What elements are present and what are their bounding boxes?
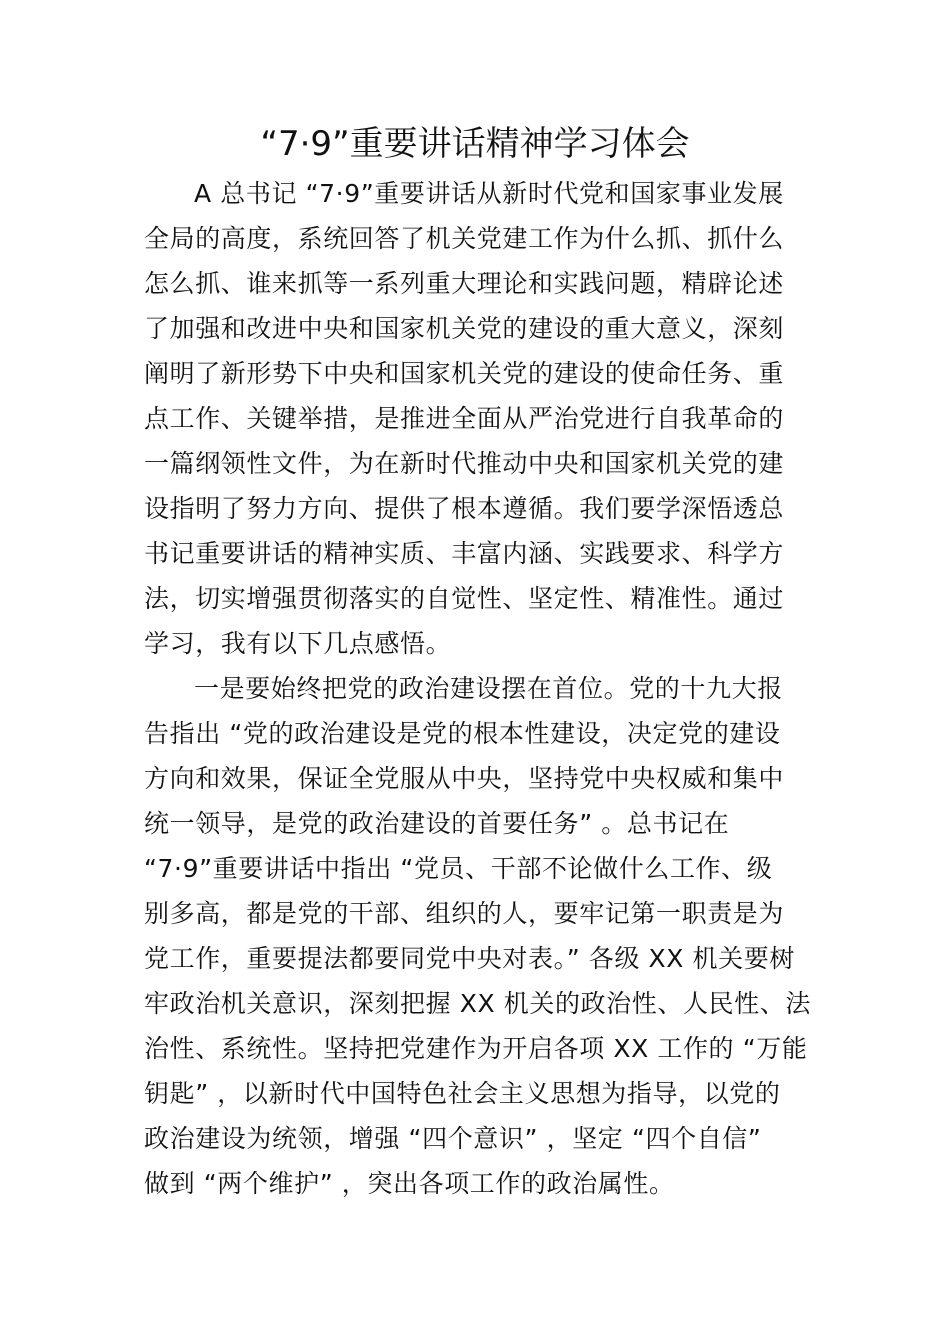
paragraph-1-line-8: 设指明了努力方向、提供了根本遵循。我们要学深悟透总	[144, 494, 785, 523]
paragraph-2-line-9: 治性、系统性。坚持把党建作为开启各项 XX 工作的 “万能	[144, 1034, 808, 1063]
paragraph-2-line-5: “7·9”重要讲话中指出 “党员、干部不论做什么工作、级	[144, 854, 773, 883]
paragraph-2-line-12: 做到 “两个维护” ，突出各项工作的政治属性。	[144, 1169, 675, 1198]
paragraph-2-line-1: 一是要始终把党的政治建设摆在首位。党的十九大报	[194, 674, 783, 703]
paragraph-2-line-11: 政治建设为统领，增强 “四个意识” ，坚定 “四个自信”	[144, 1124, 762, 1153]
paragraph-1-line-5: 阐明了新形势下中央和国家机关党的建设的使命任务、重	[144, 359, 785, 388]
paragraph-1-line-7: 一篇纲领性文件，为在新时代推动中央和国家机关党的建	[144, 449, 785, 478]
paragraph-1-line-3: 怎么抓、谁来抓等一系列重大理论和实践问题，精辟论述	[144, 269, 785, 298]
paragraph-2-line-6: 别多高，都是党的干部、组织的人，要牢记第一职责是为	[144, 899, 785, 928]
paragraph-1-line-4: 了加强和改进中央和国家机关党的建设的重大意义，深刻	[144, 314, 785, 343]
paragraph-2-line-8: 牢政治机关意识，深刻把握 XX 机关的政治性、人民性、法	[144, 989, 811, 1018]
paragraph-1-line-10: 法，切实增强贯彻落实的自觉性、坚定性、精准性。通过	[144, 584, 785, 613]
document-title: “7·9”重要讲话精神学习体会	[260, 124, 690, 164]
paragraph-2-line-2: 告指出 “党的政治建设是党的根本性建设，决定党的建设	[144, 719, 781, 748]
paragraph-2-line-7: 党工作，重要提法都要同党中央对表。” 各级 XX 机关要树	[144, 944, 795, 973]
paragraph-2-line-10: 钥匙” ，以新时代中国特色社会主义思想为指导，以党的	[144, 1079, 781, 1108]
paragraph-2-line-3: 方向和效果，保证全党服从中央，坚持党中央权威和集中	[144, 764, 785, 793]
paragraph-1-line-6: 点工作、关键举措，是推进全面从严治党进行自我革命的	[144, 404, 785, 433]
paragraph-1-line-1: A 总书记 “7·9”重要讲话从新时代党和国家事业发展	[194, 179, 784, 208]
paragraph-1-line-2: 全局的高度，系统回答了机关党建工作为什么抓、抓什么	[144, 224, 785, 253]
paragraph-2-line-4: 统一领导，是党的政治建设的首要任务” 。总书记在	[144, 809, 730, 838]
paragraph-1-line-9: 书记重要讲话的精神实质、丰富内涵、实践要求、科学方	[144, 539, 785, 568]
paragraph-1-line-11: 学习，我有以下几点感悟。	[144, 629, 452, 658]
